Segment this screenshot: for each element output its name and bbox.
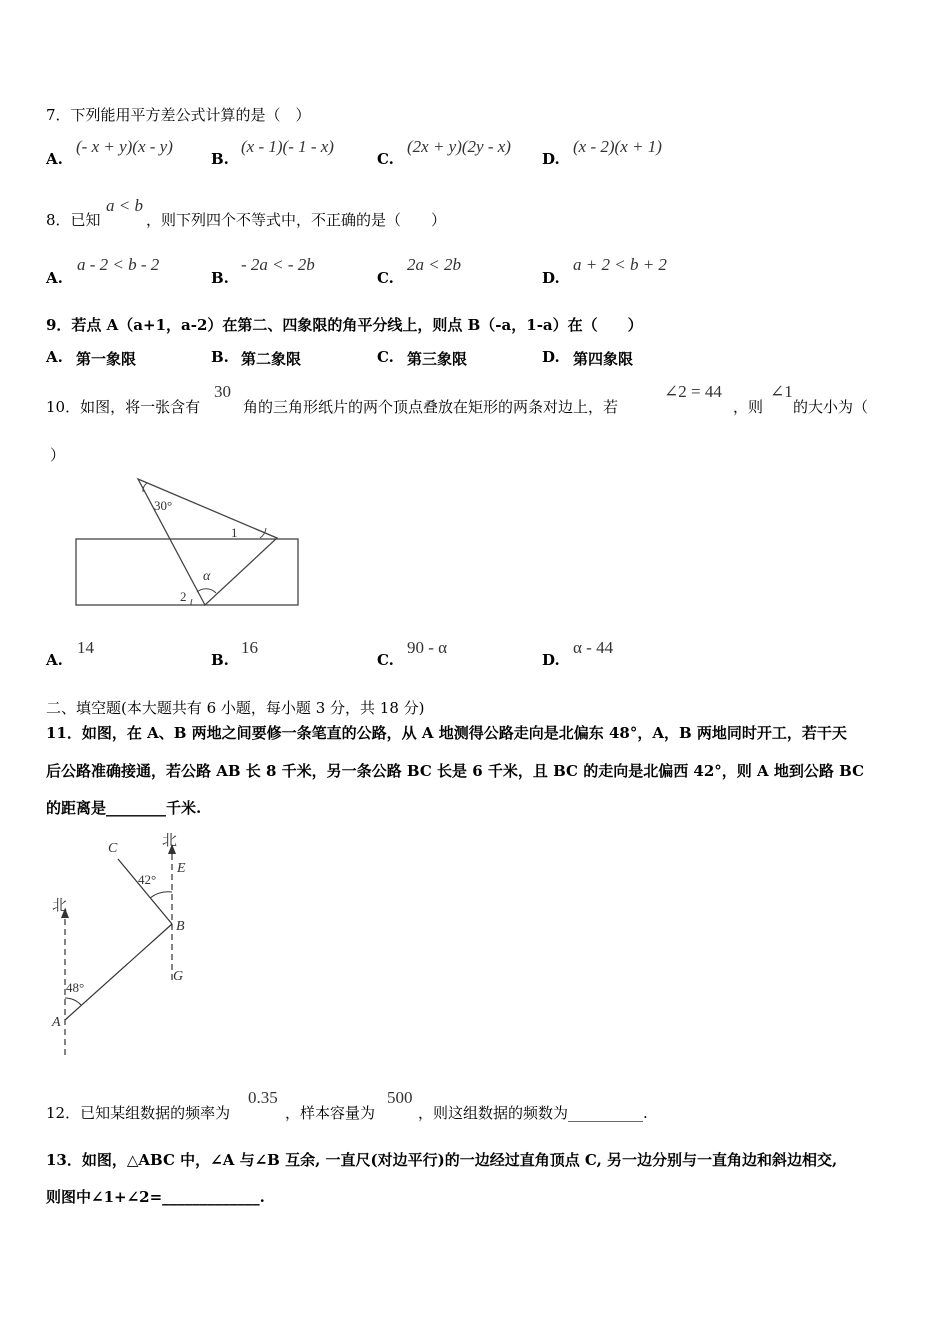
q8-option-a-label: A. (46, 269, 63, 287)
q10-text-a: 10．如图，将一张含有 (46, 398, 201, 416)
q7-option-d-label: D. (542, 150, 560, 168)
q10-option-d-label: D. (542, 651, 560, 669)
q10-option-b-expr: 16 (241, 638, 258, 657)
section2-heading: 二、填空题(本大题共有 6 小题，每小题 3 分，共 18 分) (46, 699, 425, 717)
label-e: E (177, 861, 186, 876)
q9-option-c-label: C. (377, 348, 394, 366)
q10-option-a-expr: 14 (77, 638, 94, 657)
angle-42-arc (150, 892, 172, 898)
angle-48-arc (65, 998, 81, 1005)
q11-line3: 的距离是________千米. (46, 799, 202, 817)
q9-option-a-text: 第一象限 (76, 350, 137, 368)
q9-option-b-label: B. (211, 348, 229, 366)
label-42: 42° (138, 872, 157, 887)
q8-option-d-expr: a + 2 < b + 2 (573, 255, 667, 274)
q12-text-b: ，样本容量为 (285, 1104, 376, 1122)
q7-text: 7．下列能用平方差公式计算的是（ ） (46, 106, 311, 124)
q9-option-d-text: 第四象限 (573, 350, 634, 368)
q8-option-c-label: C. (377, 269, 394, 287)
q8-option-b-label: B. (211, 269, 229, 287)
q12-text-c: ，则这组数据的频数为__________. (418, 1104, 648, 1122)
q10-figure (70, 470, 310, 615)
q8-option-b-expr: - 2a < - 2b (241, 255, 315, 274)
north-label-a: 北 (52, 898, 68, 914)
q12-frequency: 0.35 (248, 1088, 278, 1107)
q9-option-a-label: A. (46, 348, 63, 366)
road-ab (65, 924, 172, 1020)
q10-option-a-label: A. (46, 651, 63, 669)
q10-option-b-label: B. (211, 651, 229, 669)
q12-text-a: 12．已知某组数据的频率为 (46, 1104, 231, 1122)
q10-option-c-label: C. (377, 651, 394, 669)
q10-text-c: ，则 (733, 398, 764, 416)
q10-text-e: ） (50, 446, 66, 464)
q9-option-b-text: 第二象限 (241, 350, 302, 368)
label-2: 2 (180, 589, 187, 604)
q8-condition: a < b (106, 196, 143, 215)
q13-line1: 13．如图，△ABC 中，∠A 与∠B 互余, 一直尺(对边平行)的一边经过直角顶点 C, 另一边分别与一直角边和斜边相交, (46, 1151, 838, 1169)
q8-option-d-label: D. (542, 269, 560, 287)
q11-line2: 后公路准确接通，若公路 AB 长 8 千米，另一条公路 BC 长是 6 千米，且 BC 的走向是北偏西 42°，则 A 地到公路 BC (46, 762, 865, 780)
label-48: 48° (66, 980, 85, 995)
q10-option-d-expr: α - 44 (573, 638, 614, 657)
q7-option-c-label: C. (377, 150, 394, 168)
q7-option-b-expr: (x - 1)(- 1 - x) (241, 137, 334, 156)
q8-text-b: ，则下列四个不等式中，不正确的是（ ） (146, 211, 447, 229)
label-alpha: α (203, 569, 211, 584)
north-label-b: 北 (162, 833, 178, 849)
angle-alpha-arc (197, 589, 216, 593)
label-g: G (173, 969, 184, 984)
q10-text-d: 的大小为（ (793, 398, 869, 416)
label-a: A (52, 1015, 61, 1030)
q9-option-c-text: 第三象限 (407, 350, 468, 368)
q13-line2: 则图中∠1+∠2=_____________. (46, 1188, 265, 1206)
q11-line1: 11．如图，在 A、B 两地之间要修一条笔直的公路，从 A 地测得公路走向是北偏东 48°，A，B 两地同时开工，若干天 (46, 724, 847, 742)
road-bc (118, 859, 172, 924)
label-1: 1 (231, 525, 238, 540)
label-30: 30° (154, 498, 173, 513)
q7-option-c-expr: (2x + y)(2y - x) (407, 137, 511, 156)
q12-sample-size: 500 (387, 1088, 413, 1107)
q7-option-b-label: B. (211, 150, 229, 168)
q8-option-a-expr: a - 2 < b - 2 (77, 255, 160, 274)
q9-text: 9．若点 A（a+1，a-2）在第二、四象限的角平分线上，则点 B（-a，1-a）在（ ） (46, 316, 643, 334)
q10-angle-30: 30 (214, 382, 231, 401)
q7-option-a-label: A. (46, 150, 63, 168)
q11-figure (40, 820, 220, 1065)
q8-option-c-expr: 2a < 2b (407, 255, 461, 274)
q10-condition: ∠2 = 44 (664, 382, 722, 401)
q8-text-a: 8．已知 (46, 211, 101, 229)
q7-option-a-expr: (- x + y)(x - y) (76, 137, 173, 156)
label-c: C (108, 841, 118, 856)
q7-option-d-expr: (x - 2)(x + 1) (573, 137, 662, 156)
q9-option-d-label: D. (542, 348, 560, 366)
label-b: B (176, 919, 185, 934)
angle-2-arc (191, 599, 192, 605)
q10-text-b: 角的三角形纸片的两个顶点叠放在矩形的两条对边上，若 (243, 398, 619, 416)
q10-angle-1: ∠1 (770, 382, 793, 401)
q10-option-c-expr: 90 - α (407, 638, 448, 657)
